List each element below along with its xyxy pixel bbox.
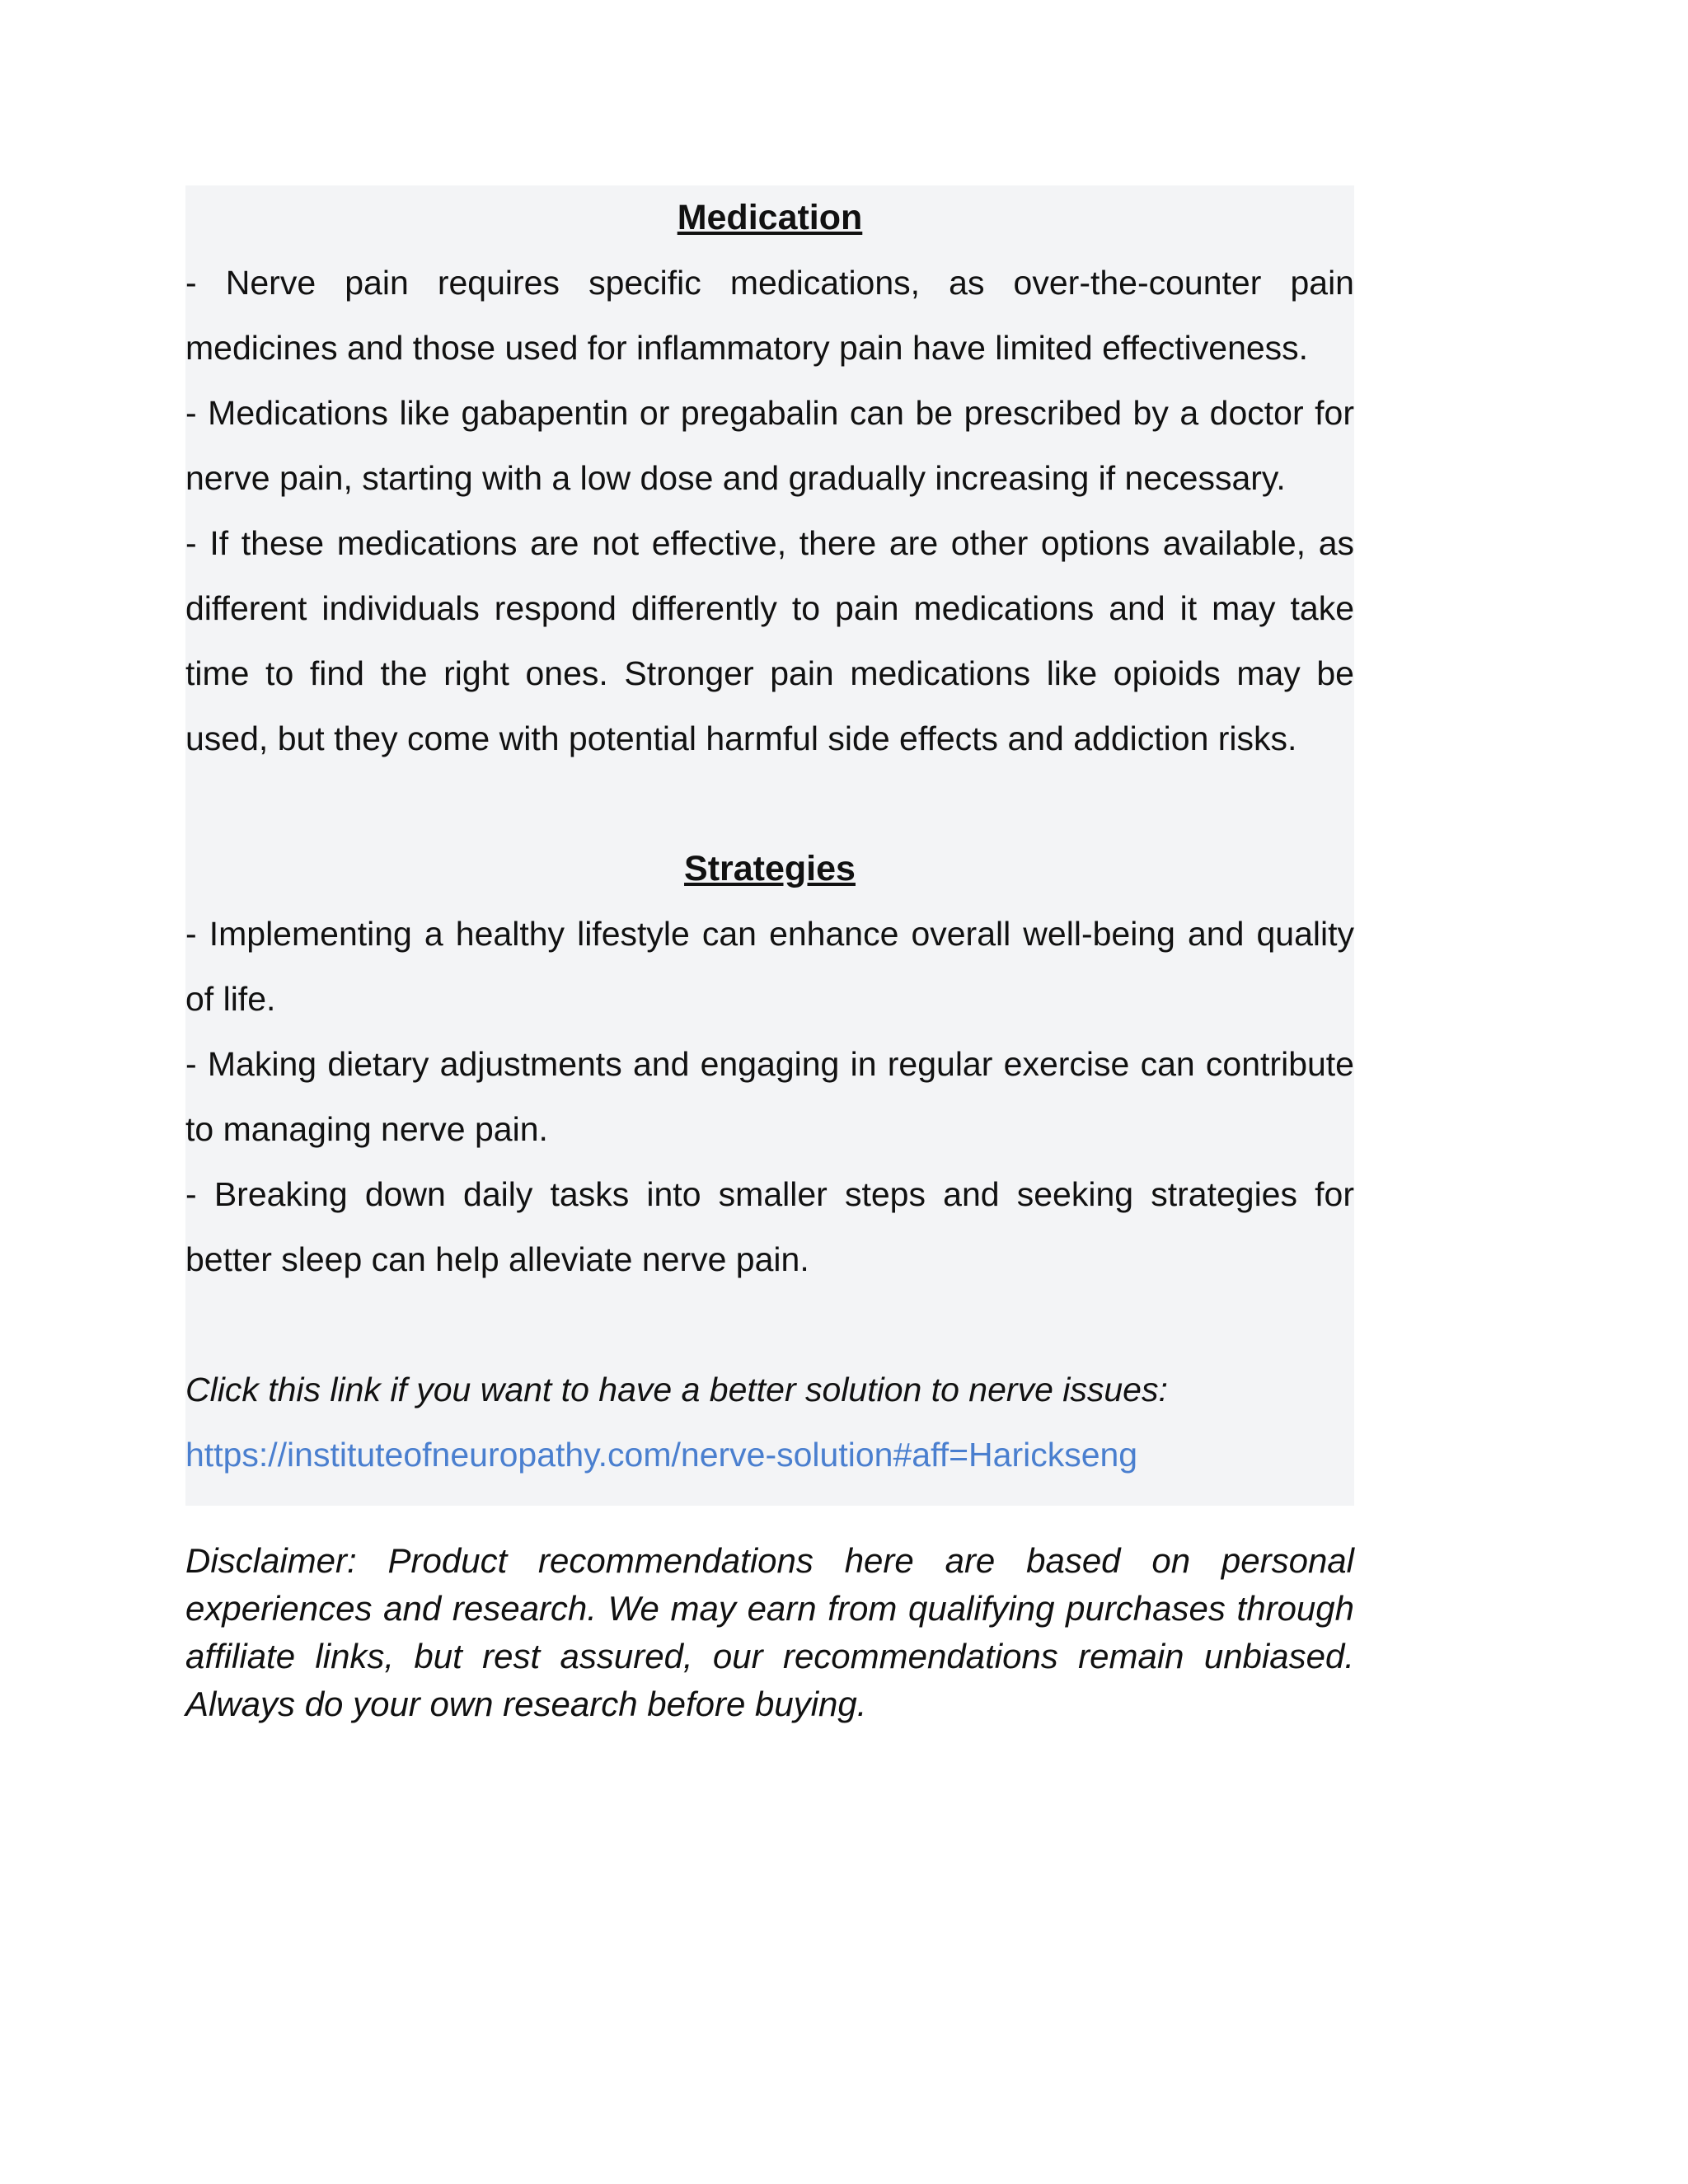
medication-item-1: - Nerve pain requires specific medications, as over-the-counter pain medicines and those used for inflammatory pain have limited effectiveness.	[185, 264, 1354, 367]
section-spacer	[185, 771, 1354, 837]
affiliate-link[interactable]: https://instituteofneuropathy.com/nerve-solution#aff=Harickseng	[185, 1436, 1138, 1474]
disclaimer-text: Disclaimer: Product recommendations here are based on personal experiences and research. We may earn from qualifying purchases through affiliate links, but rest assured, our recommendations remain unbiased. Always do your own research before buying.	[185, 1541, 1354, 1723]
medication-item-3: - If these medications are not effective, there are other options available, as different individuals respond differently to pain medications and it may take time to find the right ones. Stronger pain medications like opioids may be used, but they come with potential harmful side effects and addiction risks.	[185, 524, 1354, 757]
section-spacer	[185, 1292, 1354, 1357]
strategies-item-3: - Breaking down daily tasks into smaller steps and seeking strategies for better sleep can help alleviate nerve pain.	[185, 1175, 1354, 1278]
document-page	[185, 185, 1354, 1728]
strategies-heading: Strategies	[684, 849, 856, 888]
strategies-item-1: - Implementing a healthy lifestyle can enhance overall well-being and quality of life.	[185, 915, 1354, 1018]
medication-heading: Medication	[677, 198, 863, 237]
strategies-item-2: - Making dietary adjustments and engaging in regular exercise can contribute to managing nerve pain.	[185, 1045, 1354, 1148]
highlighted-content-block	[185, 185, 1354, 1506]
medication-item-2: - Medications like gabapentin or pregabalin can be prescribed by a doctor for nerve pain, starting with a low dose and gradually increasing if necessary.	[185, 394, 1354, 497]
cta-text: Click this link if you want to have a better solution to nerve issues:	[185, 1371, 1168, 1408]
